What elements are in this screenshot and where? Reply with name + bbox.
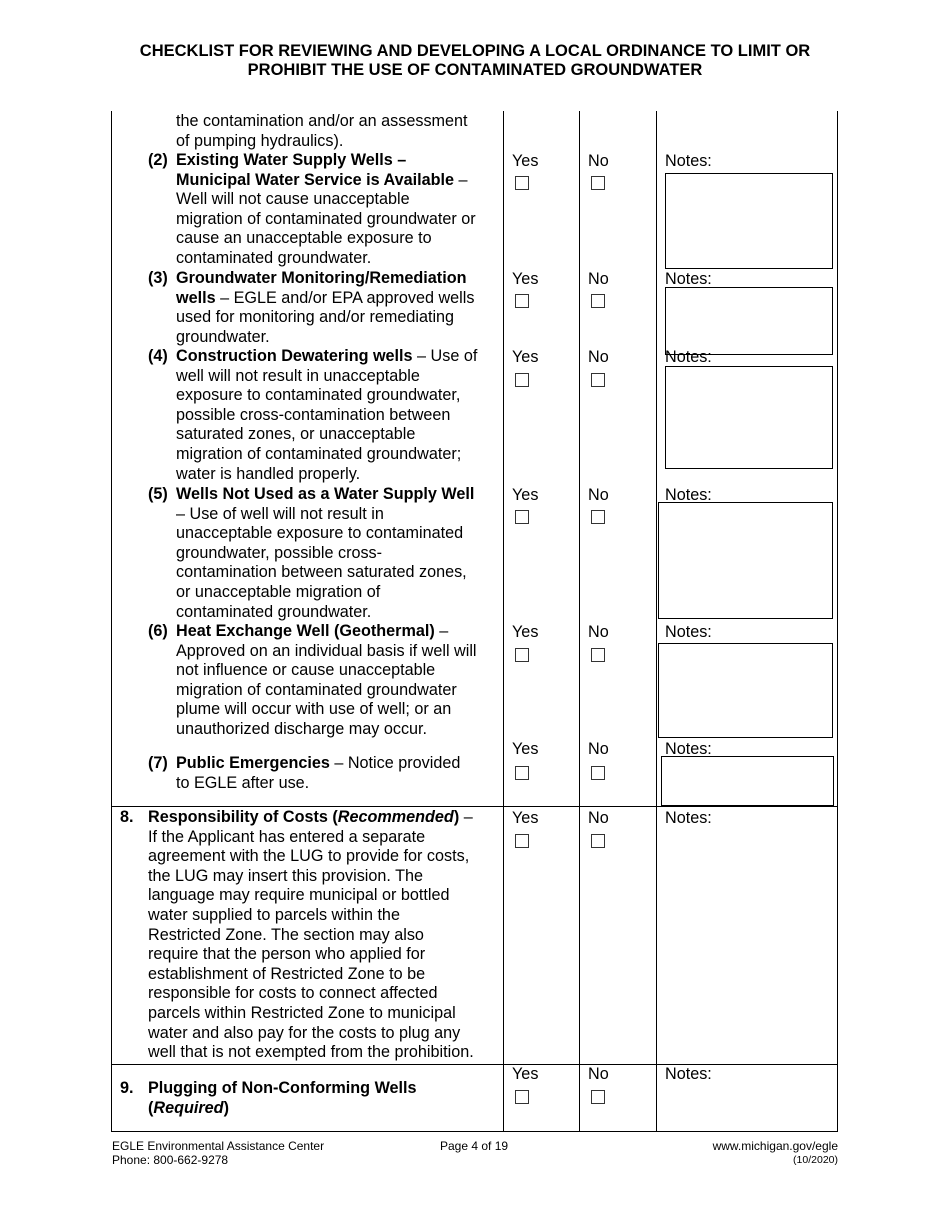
item-5-yes-checkbox[interactable] [515, 510, 529, 524]
item-7-no-checkbox[interactable] [591, 766, 605, 780]
item-6-no-label: No [588, 623, 609, 641]
item-7-no-label: No [588, 740, 609, 758]
item-4-notes-label: Notes: [665, 348, 712, 366]
section-8-no-checkbox[interactable] [591, 834, 605, 848]
item-2-number: (2) [148, 151, 168, 169]
footer-left [112, 1139, 324, 1167]
section-9-no-label: No [588, 1065, 609, 1083]
page-title [60, 42, 890, 80]
item-5-no-checkbox[interactable] [591, 510, 605, 524]
item-4-no-label: No [588, 348, 609, 366]
footer-page-number: Page 4 of 19 [440, 1139, 509, 1153]
section-9-notes-label: Notes: [665, 1065, 712, 1083]
item-4-yes-label: Yes [512, 348, 539, 366]
row-divider-9 [111, 1064, 838, 1065]
item-7-text: Public Emergencies – Notice provided to EGLE after use. [176, 754, 461, 792]
section-9-no-checkbox[interactable] [591, 1090, 605, 1104]
item-4-text: Construction Dewatering wells – Use of well will not result in unacceptable exposure to contaminated groundwater, possible cross-contamination between saturated zones, or unacceptable migration of contaminated groundwater; water is handled properly. [176, 347, 478, 483]
item-3-notes-field[interactable] [665, 287, 833, 355]
item-7-number: (7) [148, 754, 168, 772]
item-6-yes-checkbox[interactable] [515, 648, 529, 662]
item-4-no-checkbox[interactable] [591, 373, 605, 387]
item-2-text: Existing Water Supply Wells – Municipal Water Service is Available – Well will not cause unacceptable migration of contaminated groundwater or cause an unacceptable exposure to contaminated groundwater. [176, 151, 476, 267]
footer-url[interactable]: www.michigan.gov/egle [712, 1139, 838, 1153]
footer-phone: Phone: 800-662-9278 [112, 1153, 229, 1167]
table-divider-yes [503, 111, 504, 1132]
row-divider-8 [111, 806, 838, 807]
item-4-notes-field[interactable] [665, 366, 833, 469]
footer-revision-date: (10/2020) [793, 1154, 838, 1166]
item-3-no-checkbox[interactable] [591, 294, 605, 308]
item-3-yes-checkbox[interactable] [515, 294, 529, 308]
item-2-notes-label: Notes: [665, 152, 712, 170]
section-9-yes-label: Yes [512, 1065, 539, 1083]
item-2-yes-checkbox[interactable] [515, 176, 529, 190]
item-3-no-label: No [588, 270, 609, 288]
item-6-notes-field[interactable] [658, 643, 833, 738]
table-border-right [837, 111, 838, 1132]
section-8-number: 8. [120, 808, 134, 826]
section-8-notes-label: Notes: [665, 809, 712, 827]
section-8-yes-checkbox[interactable] [515, 834, 529, 848]
item-6-yes-label: Yes [512, 623, 539, 641]
section-9-yes-checkbox[interactable] [515, 1090, 529, 1104]
item-4-yes-checkbox[interactable] [515, 373, 529, 387]
footer-org: EGLE Environmental Assistance Center [112, 1139, 325, 1153]
table-border-bottom [111, 1131, 838, 1132]
title-line-2: PROHIBIT THE USE OF CONTAMINATED GROUNDWATER [247, 61, 703, 79]
item-7-yes-label: Yes [512, 740, 539, 758]
table-divider-no [579, 111, 580, 1132]
item-3-text: Groundwater Monitoring/Remediation wells – EGLE and/or EPA approved wells used for monitoring and/or remediating groundwater. [176, 269, 475, 346]
item-7-yes-checkbox[interactable] [515, 766, 529, 780]
section-9-text: Plugging of Non-Conforming Wells (Required) [148, 1079, 417, 1117]
section-8-no-label: No [588, 809, 609, 827]
item-6-no-checkbox[interactable] [591, 648, 605, 662]
item-5-number: (5) [148, 485, 168, 503]
item-2-yes-label: Yes [512, 152, 539, 170]
section-8-text: Responsibility of Costs (Recommended) – If the Applicant has entered a separate agreement with the LUG to provide for costs, the LUG may insert this provision. The language may require municipal or bottled water supplied to parcels within the Restricted Zone. The section may also require that the person who applied for establishment of Restricted Zone to be responsible for costs to connect affected parcels within Restricted Zone to municipal water and also pay for the costs to plug any well that is not exempted from the prohibition. [148, 808, 474, 1062]
item-6-text: Heat Exchange Well (Geothermal) – Approved on an individual basis if well will not influence or cause unacceptable migration of contaminated groundwater plume will occur with use of well; or an unauthorized discharge may occur. [176, 622, 477, 738]
table-border-left [111, 111, 112, 1132]
title-line-1: CHECKLIST FOR REVIEWING AND DEVELOPING A LOCAL ORDINANCE TO LIMIT OR [139, 42, 811, 60]
table-divider-notes [656, 111, 657, 1132]
item-5-yes-label: Yes [512, 486, 539, 504]
item-5-text: Wells Not Used as a Water Supply Well – Use of well will not result in unacceptable exposure to contaminated groundwater, possible cross- contamination between saturated zones, or unacceptable migration of contaminated groundwater. [176, 485, 475, 621]
item-6-notes-label: Notes: [665, 623, 712, 641]
item-5-notes-label: Notes: [665, 486, 712, 504]
item-2-no-checkbox[interactable] [591, 176, 605, 190]
item-7-notes-label: Notes: [665, 740, 712, 758]
item-7-notes-field[interactable] [661, 756, 834, 806]
item-3-yes-label: Yes [512, 270, 539, 288]
section-9-number: 9. [120, 1079, 134, 1097]
item-5-no-label: No [588, 486, 609, 504]
item-2-no-label: No [588, 152, 609, 170]
item-2-notes-field[interactable] [665, 173, 833, 269]
section-8-yes-label: Yes [512, 809, 539, 827]
item-3-number: (3) [148, 269, 168, 287]
item-6-number: (6) [148, 622, 168, 640]
item-3-notes-label: Notes: [665, 270, 712, 288]
item-5-notes-field[interactable] [658, 502, 833, 619]
continued-text: the contamination and/or an assessment of pumping hydraulics). [176, 112, 468, 150]
item-4-number: (4) [148, 347, 168, 365]
